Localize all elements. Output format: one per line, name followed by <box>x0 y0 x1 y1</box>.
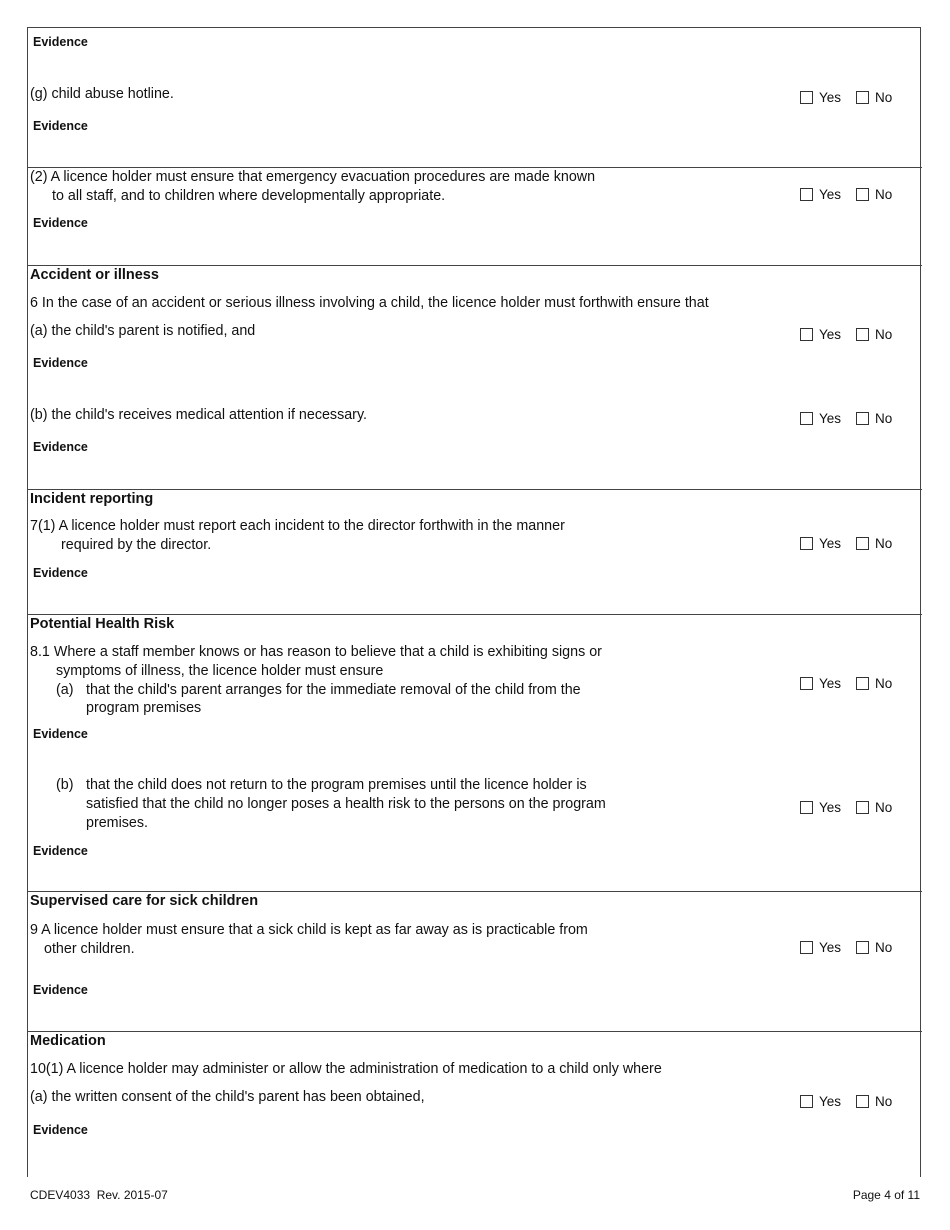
item-9-line2: other children. <box>44 941 135 957</box>
evidence-label: Evidence <box>33 727 88 741</box>
section-divider <box>27 1031 922 1032</box>
yes-no-81a <box>800 675 892 691</box>
evidence-label: Evidence <box>33 983 88 997</box>
yes-no-6a <box>800 326 892 342</box>
section-divider <box>27 265 922 266</box>
evidence-label: Evidence <box>33 566 88 580</box>
form-code: CDEV4033 Rev. 2015-07 <box>30 1188 168 1202</box>
evidence-label: Evidence <box>33 440 88 454</box>
item-81-line2: symptoms of illness, the licence holder must ensure <box>56 663 384 679</box>
item-81b-line1: that the child does not return to the program premises until the licence holder is <box>86 777 587 793</box>
yes-checkbox[interactable] <box>800 188 813 201</box>
no-label: No <box>875 410 893 426</box>
heading-health-risk: Potential Health Risk <box>30 616 175 632</box>
item-81-line1: 8.1 Where a staff member knows or has reason to believe that a child is exhibiting signs or <box>30 644 602 660</box>
yes-checkbox[interactable] <box>800 537 813 550</box>
no-checkbox[interactable] <box>856 412 869 425</box>
yes-checkbox[interactable] <box>800 91 813 104</box>
no-label: No <box>875 675 893 691</box>
yes-label: Yes <box>819 799 842 815</box>
no-checkbox[interactable] <box>856 941 869 954</box>
item-81a-line2: program premises <box>86 700 202 716</box>
item-10-intro: 10(1) A licence holder may administer or allow the administration of medication to a child only where <box>30 1061 662 1077</box>
evidence-label: Evidence <box>33 844 88 858</box>
section-divider <box>27 489 922 490</box>
yes-no-10a <box>800 1093 892 1109</box>
no-checkbox[interactable] <box>856 537 869 550</box>
item-81a-marker: (a) <box>56 682 74 698</box>
yes-label: Yes <box>819 326 842 342</box>
yes-no-9 <box>800 939 892 955</box>
yes-no-2 <box>800 186 892 202</box>
no-label: No <box>875 89 893 105</box>
yes-label: Yes <box>819 89 842 105</box>
no-label: No <box>875 326 893 342</box>
yes-label: Yes <box>819 675 842 691</box>
yes-no-6b <box>800 410 892 426</box>
evidence-label: Evidence <box>33 1123 88 1137</box>
no-label: No <box>875 535 893 551</box>
yes-no-g <box>800 89 892 105</box>
yes-label: Yes <box>819 535 842 551</box>
no-checkbox[interactable] <box>856 188 869 201</box>
heading-incident: Incident reporting <box>30 491 154 507</box>
item-9-line1: 9 A licence holder must ensure that a sick child is kept as far away as is practicable from <box>30 922 588 938</box>
yes-label: Yes <box>819 186 842 202</box>
item-6b: (b) the child's receives medical attention if necessary. <box>30 407 368 423</box>
yes-label: Yes <box>819 1093 842 1109</box>
item-7-line1: 7(1) A licence holder must report each incident to the director forthwith in the manner <box>30 518 565 534</box>
heading-accident: Accident or illness <box>30 267 159 283</box>
yes-no-81b <box>800 799 892 815</box>
no-label: No <box>875 799 893 815</box>
yes-checkbox[interactable] <box>800 1095 813 1108</box>
heading-medication: Medication <box>30 1033 106 1049</box>
item-g-hotline: (g) child abuse hotline. <box>30 86 174 102</box>
evidence-label: Evidence <box>33 35 88 49</box>
no-checkbox[interactable] <box>856 91 869 104</box>
no-label: No <box>875 939 893 955</box>
item-2-line2: to all staff, and to children where developmentally appropriate. <box>52 188 446 204</box>
yes-checkbox[interactable] <box>800 801 813 814</box>
yes-label: Yes <box>819 410 842 426</box>
evidence-label: Evidence <box>33 356 88 370</box>
yes-no-7 <box>800 535 892 551</box>
yes-checkbox[interactable] <box>800 941 813 954</box>
page-number: Page 4 of 11 <box>852 1188 920 1202</box>
evidence-label: Evidence <box>33 119 88 133</box>
item-81b-line3: premises. <box>86 815 148 831</box>
item-6-intro: 6 In the case of an accident or serious illness involving a child, the licence holder must forthwith ensure that <box>30 295 709 311</box>
yes-label: Yes <box>819 939 842 955</box>
no-checkbox[interactable] <box>856 328 869 341</box>
no-checkbox[interactable] <box>856 801 869 814</box>
item-10a: (a) the written consent of the child's parent has been obtained, <box>30 1089 425 1105</box>
yes-checkbox[interactable] <box>800 412 813 425</box>
item-2-line1: (2) A licence holder must ensure that emergency evacuation procedures are made known <box>30 169 596 185</box>
no-checkbox[interactable] <box>856 1095 869 1108</box>
yes-checkbox[interactable] <box>800 328 813 341</box>
heading-sick-children: Supervised care for sick children <box>30 893 259 909</box>
yes-checkbox[interactable] <box>800 677 813 690</box>
item-7-line2: required by the director. <box>61 537 212 553</box>
evidence-label: Evidence <box>33 216 88 230</box>
no-label: No <box>875 186 893 202</box>
no-checkbox[interactable] <box>856 677 869 690</box>
item-81a-line1: that the child's parent arranges for the immediate removal of the child from the <box>86 682 581 698</box>
item-81b-line2: satisfied that the child no longer poses a health risk to the persons on the program <box>86 796 606 812</box>
item-6a: (a) the child's parent is notified, and <box>30 323 256 339</box>
item-81b-marker: (b) <box>56 777 74 793</box>
no-label: No <box>875 1093 893 1109</box>
